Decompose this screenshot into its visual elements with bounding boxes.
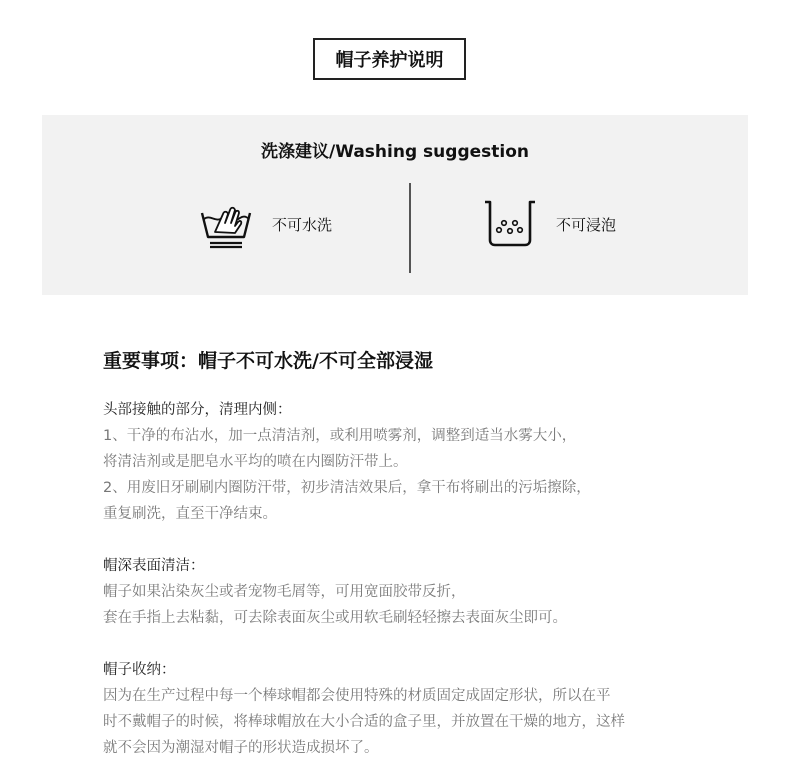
washing-suggestion-panel (42, 115, 748, 295)
divider (409, 183, 411, 273)
section-storage (103, 657, 625, 761)
no-soak-label: 不可浸泡 (556, 215, 617, 234)
section-line: 套在手指上去粘黏，可去除表面灰尘或用软毛刷轻轻擦去表面灰尘即可。 (103, 610, 567, 626)
section-heading: 帽深表面清洁： (103, 558, 205, 574)
wash-item-no-soak (482, 199, 616, 249)
section-line: 时不戴帽子的时候，将棒球帽放在大小合适的盒子里，并放置在干燥的地方，这样 (103, 714, 625, 730)
washing-heading: 洗涤建议/Washing suggestion (260, 142, 529, 162)
wash-item-no-hand-wash (198, 199, 332, 249)
section-inner-cleaning (103, 397, 591, 527)
section-line: 就不会因为潮湿对帽子的形状造成损坏了。 (103, 740, 379, 756)
section-line: 将清洁剂或是肥皂水平均的喷在内圈防汗带上。 (103, 454, 408, 470)
no-hand-wash-icon (198, 199, 254, 249)
section-line: 因为在生产过程中每一个棒球帽都会使用特殊的材质固定成固定形状，所以在平 (103, 688, 611, 704)
no-hand-wash-label: 不可水洗 (272, 215, 333, 234)
section-line: 1、干净的布沾水，加一点清洁剂，或利用喷雾剂，调整到适当水雾大小， (103, 428, 577, 444)
section-line: 帽子如果沾染灰尘或者宠物毛屑等，可用宽面胶带反折， (103, 584, 466, 600)
section-heading: 头部接触的部分，清理内侧： (103, 402, 292, 418)
page-title: 帽子养护说明 (313, 38, 466, 80)
important-notice: 重要事项：帽子不可水洗/不可全部浸湿 (103, 350, 433, 372)
section-line: 2、用废旧牙刷刷内圈防汗带，初步清洁效果后，拿干布将刷出的污垢擦除， (103, 480, 591, 496)
section-heading: 帽子收纳： (103, 662, 176, 678)
section-surface-cleaning (103, 553, 567, 631)
no-soak-icon (482, 199, 538, 249)
section-line: 重复刷洗，直至干净结束。 (103, 506, 277, 522)
